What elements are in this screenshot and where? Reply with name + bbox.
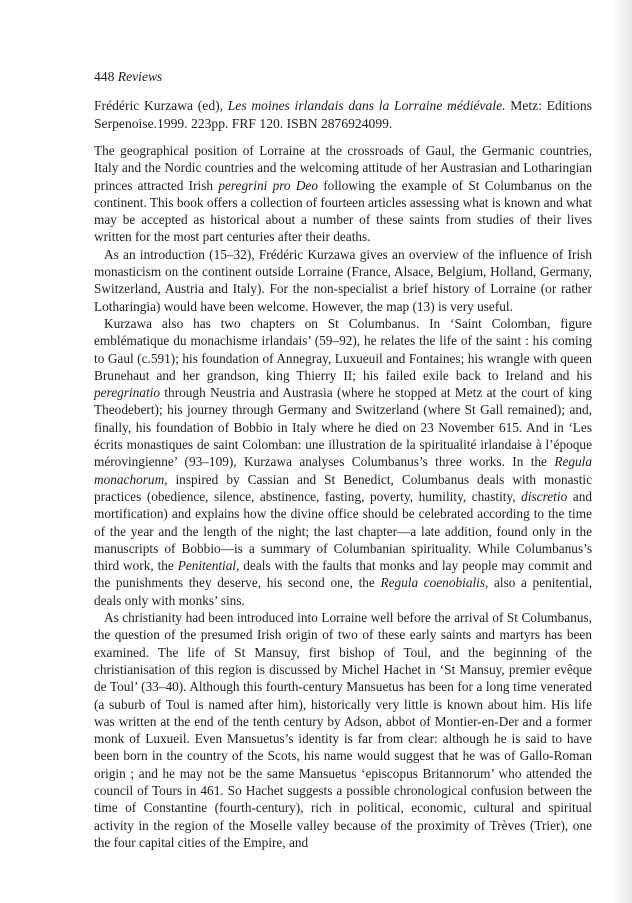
italic-term: Penitential, xyxy=(177,558,240,574)
text-run: inspired by Cassian and St Benedict, Columbanus deals with monastic practices (obedience, silence, abstinence, fasting, poverty, humility, chastity, xyxy=(94,471,592,504)
text-run: Kurzawa also has two chapters on St Columbanus. In ‘Saint Colomban, figure emblématique du monachisme irlandais’ (59–92), he relates the life of the saint : his coming to Gaul (c.591); his foundation of Annegray, Luxueuil and Fontaines; his wrangle with queen Brunehaut and her grandson, king Thierry II; his failed exile back to Ireland and his xyxy=(94,315,592,383)
book-citation xyxy=(94,97,592,132)
citation-book-title: Les moines irlandais dans la Lorraine médiévale. xyxy=(227,98,506,113)
italic-term: Regula monachorum, xyxy=(94,454,592,487)
body-paragraph xyxy=(94,609,592,851)
body-paragraph xyxy=(94,142,592,246)
review-page xyxy=(94,68,592,851)
text-run: deals with the faults that monks and lay people may commit and the punishments they deserve, his second one, the xyxy=(94,558,592,591)
citation-publisher: Metz: Editions Serpenoise.1999. 223pp. FRF 120. ISBN 2876924099. xyxy=(94,98,592,131)
body-paragraph xyxy=(94,246,592,315)
text-run: following the example of St Columbanus on the continent. This book offers a collection of fourteen articles assessing what is known and what may be accepted as historical about a number of these saints from studies of their lives written for the most part centuries after their deaths. xyxy=(94,177,592,245)
text-run: As an introduction (15–32), Frédéric Kurzawa gives an overview of the influence of Irish monasticism on the continent outside Lorraine (France, Alsace, Belgium, Holland, Germany, Switzerland, Austria and Italy). For the non-specialist a brief history of Lorraine (or rather Lotharingia) would have been welcome. However, the map (13) is very useful. xyxy=(94,246,592,314)
italic-term: Regula coenobialis xyxy=(380,575,486,591)
running-header xyxy=(94,68,592,85)
section-title: Reviews xyxy=(117,69,163,84)
citation-editor: Frédéric Kurzawa (ed), xyxy=(94,98,228,113)
italic-term: peregrini pro Deo xyxy=(218,177,318,193)
review-body xyxy=(94,142,592,851)
italic-term: peregrinatio xyxy=(94,385,160,401)
text-run: through Neustria and Austrasia (where he stopped at Metz at the court of king Theodebert); his journey through Germany and Switzerland (where St Gall remained); and, finally, his foundation of Bobbio in Italy where he died on 23 November 615. And in ‘Les écrits monastiques de saint Colomban: une illustration de la spiritualité irlandaise à l’époque mérovingienne’ (93–109), Kurzawa analyses Columbanus’s three works. In the xyxy=(94,385,592,470)
text-run: The geographical position of Lorraine at the crossroads of Gaul, the Germanic countries, Italy and the Nordic countries and the welcoming attitude of her Austrasian and Lotharingian princes attracted Irish xyxy=(94,143,592,193)
text-run: As christianity had been introduced into Lorraine well before the arrival of St Columbanus, the question of the presumed Irish origin of two of these early saints and martyrs has been examined. The life of St Mansuy, first bishop of Toul, and the beginning of the christianisation of this region is discussed by Michel Hachet in ‘St Mansuy, premier evêque de Toul’ (33–40). Although this fourth-century Mansuetus has been for a long time venerated (a suburb of Toul is named after him), historically very little is known about him. His life was written at the end of the tenth century by Adson, abbot of Montier-en-Der and a former monk of Luxueil. Even Mansuetus’s identity is far from clear: although he is said to have been born in the country of the Scots, his name would suggest that he was of Gallo-Roman origin ; and he may not be the same Mansuetus ‘episcopus Britannorum’ who attended the council of Tours in 461. So Hachet suggests a possible chronological confusion between the time of Constantine (fourth-century), rich in political, economic, cultural and spiritual activity in the region of the Moselle valley because of the proximity of Trèves (Trier), one the four capital cities of the Empire, and xyxy=(94,610,592,850)
scan-shadow-edge xyxy=(612,0,632,903)
text-run: , also a penitential, deals only with monks’ sins. xyxy=(94,575,592,608)
text-run: and mortification) and explains how the divine office should be celebrated according to the time of the year and the length of the night; the last chapter—a late addition, found only in the manuscripts of Bobbio—is a summary of Columbanian spirituality. While Columbanus’s third work, the xyxy=(94,488,592,574)
italic-term: discretio xyxy=(521,488,568,504)
page-number: 448 xyxy=(94,69,115,84)
body-paragraph xyxy=(94,315,592,609)
